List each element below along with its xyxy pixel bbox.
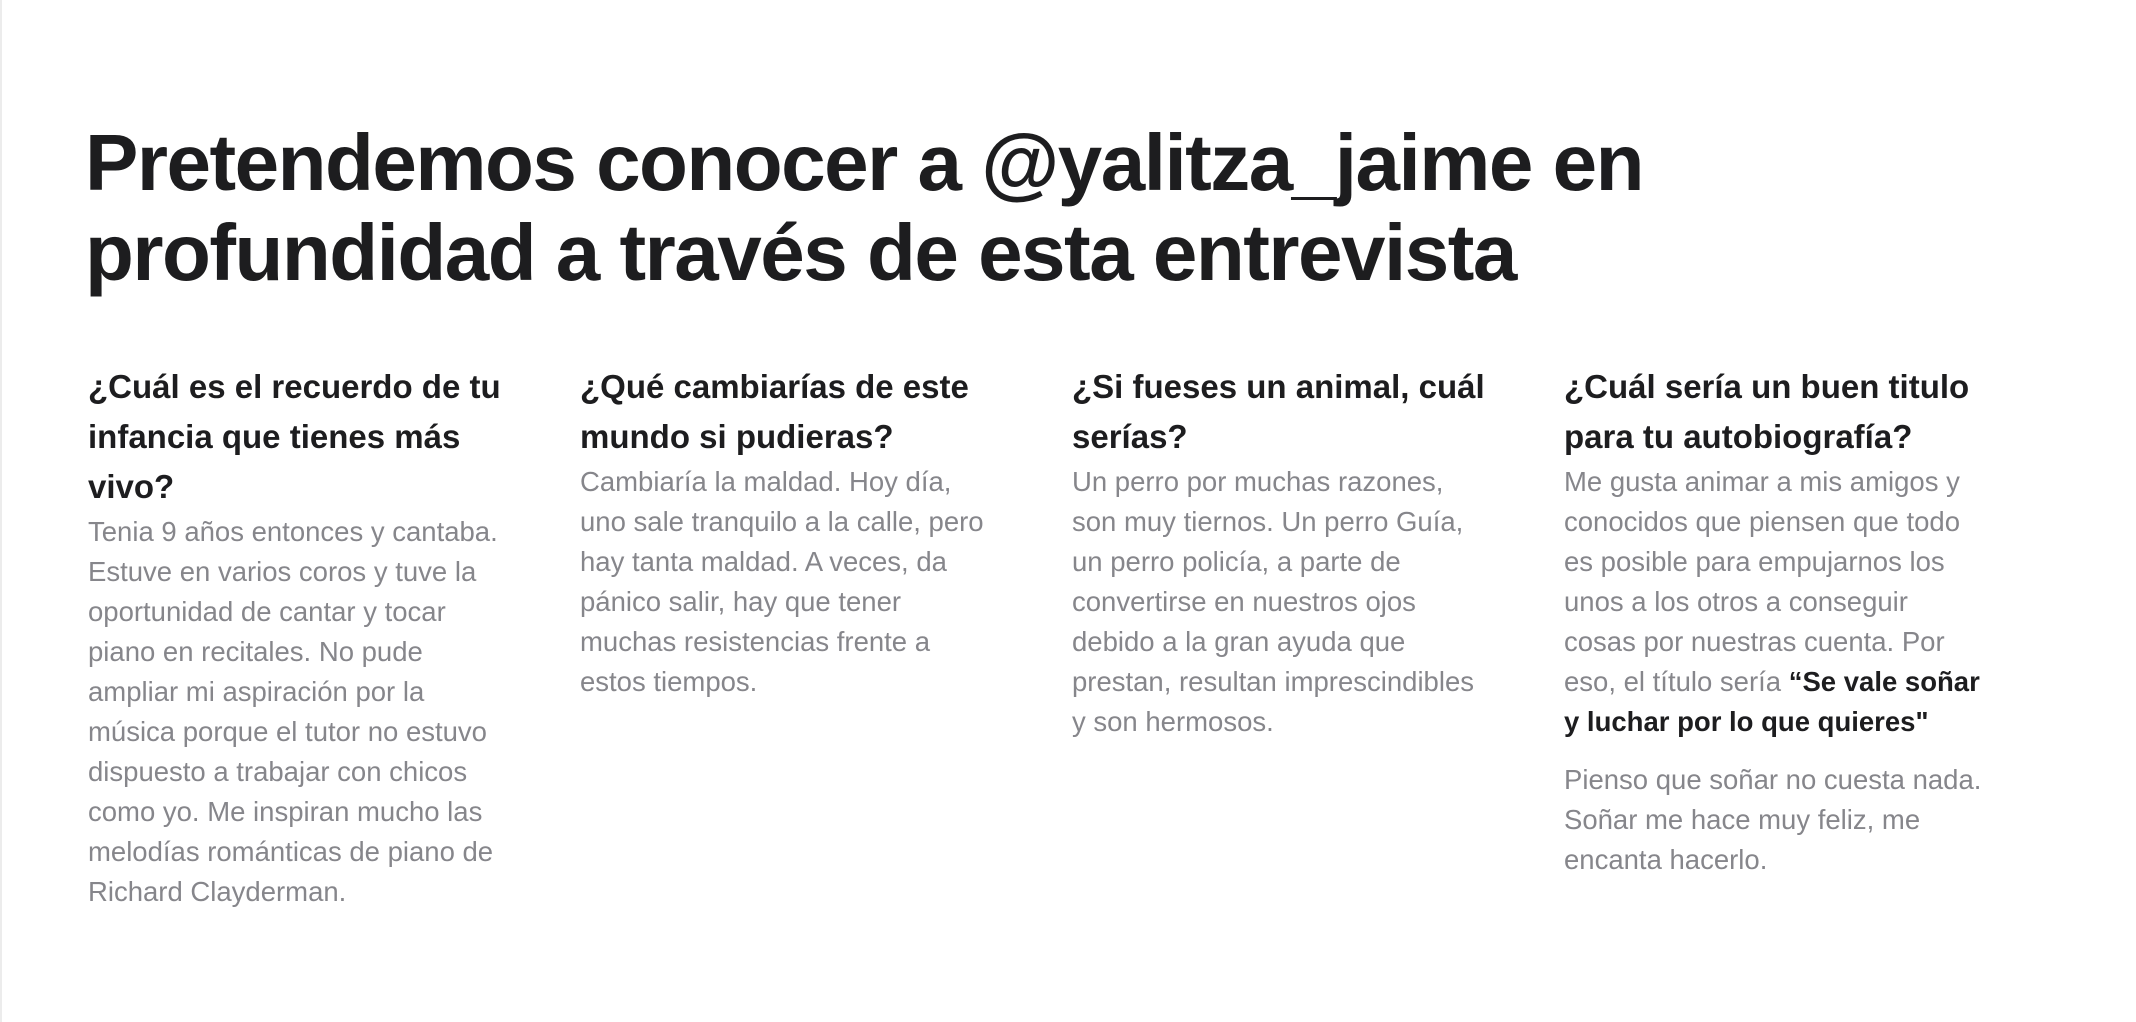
- answer-line: Tenia 9 años entonces y cantaba.: [88, 516, 498, 547]
- answer-line: un perro policía, a parte de: [1072, 546, 1401, 577]
- answer-line: melodías románticas de piano de: [88, 836, 494, 867]
- interview-columns: [88, 362, 1994, 912]
- headline-line: profundidad a través de esta entrevista: [85, 208, 1516, 297]
- answer-line: es posible para empujarnos los: [1564, 546, 1945, 577]
- question-line: ¿Cuál sería un buen titulo: [1564, 368, 1970, 405]
- question-line: para tu autobiografía?: [1564, 418, 1913, 455]
- answer-line: Pienso que soñar no cuesta nada.: [1564, 764, 1982, 795]
- answer-text-secondary: [1564, 760, 1994, 880]
- question-heading: [88, 362, 518, 512]
- answer-line: pánico salir, hay que tener: [580, 586, 902, 617]
- interview-column-autobiography: [1564, 362, 1994, 912]
- interview-column-change-world: [580, 362, 1010, 912]
- answer-line: y son hermosos.: [1072, 706, 1274, 737]
- answer-line: hay tanta maldad. A veces, da: [580, 546, 947, 577]
- answer-line: encanta hacerlo.: [1564, 844, 1768, 875]
- answer-line: unos a los otros a conseguir: [1564, 586, 1908, 617]
- answer-line-plain: eso, el título sería: [1564, 666, 1789, 697]
- answer-line: Me gusta animar a mis amigos y: [1564, 466, 1960, 497]
- answer-line: prestan, resultan imprescindibles: [1072, 666, 1474, 697]
- answer-line: cosas por nuestras cuenta. Por: [1564, 626, 1945, 657]
- answer-line: Un perro por muchas razones,: [1072, 466, 1444, 497]
- answer-line: música porque el tutor no estuvo: [88, 716, 487, 747]
- autobiography-title-quote: “Se vale soñar: [1788, 666, 1980, 697]
- answer-line: Soñar me hace muy feliz, me: [1564, 804, 1921, 835]
- answer-line: estos tiempos.: [580, 666, 758, 697]
- answer-line: muchas resistencias frente a: [580, 626, 931, 657]
- answer-text: [88, 512, 518, 912]
- answer-line: debido a la gran ayuda que: [1072, 626, 1406, 657]
- question-line: vivo?: [88, 468, 175, 505]
- answer-line: son muy tiernos. Un perro Guía,: [1072, 506, 1464, 537]
- answer-line: ampliar mi aspiración por la: [88, 676, 425, 707]
- answer-line-mixed: [1564, 662, 1994, 702]
- interview-column-childhood: [88, 362, 518, 912]
- answer-line: Estuve en varios coros y tuve la: [88, 556, 477, 587]
- question-line: ¿Qué cambiarías de este: [580, 368, 969, 405]
- answer-line: dispuesto a trabajar con chicos: [88, 756, 468, 787]
- question-heading: [580, 362, 1010, 462]
- answer-line: piano en recitales. No pude: [88, 636, 423, 667]
- answer-line: Richard Clayderman.: [88, 876, 347, 907]
- headline-line: Pretendemos conocer a @yalitza_jaime en: [85, 118, 1643, 207]
- question-line: ¿Cuál es el recuerdo de tu: [88, 368, 501, 405]
- answer-line: uno sale tranquilo a la calle, pero: [580, 506, 984, 537]
- answer-line: Cambiaría la maldad. Hoy día,: [580, 466, 952, 497]
- answer-text: [580, 462, 1010, 702]
- autobiography-title-quote: y luchar por lo que quieres": [1564, 706, 1929, 737]
- answer-text: [1564, 462, 1994, 742]
- answer-text: [1072, 462, 1502, 742]
- left-edge-divider: [0, 0, 2, 1022]
- answer-line: como yo. Me inspiran mucho las: [88, 796, 483, 827]
- question-line: ¿Si fueses un animal, cuál: [1072, 368, 1485, 405]
- question-line: serías?: [1072, 418, 1188, 455]
- question-heading: [1072, 362, 1502, 462]
- page-headline: [85, 118, 1785, 298]
- question-heading: [1564, 362, 1994, 462]
- answer-line: oportunidad de cantar y tocar: [88, 596, 446, 627]
- question-line: mundo si pudieras?: [580, 418, 894, 455]
- answer-line: convertirse en nuestros ojos: [1072, 586, 1416, 617]
- question-line: infancia que tienes más: [88, 418, 461, 455]
- interview-column-animal: [1072, 362, 1502, 912]
- answer-line: conocidos que piensen que todo: [1564, 506, 1961, 537]
